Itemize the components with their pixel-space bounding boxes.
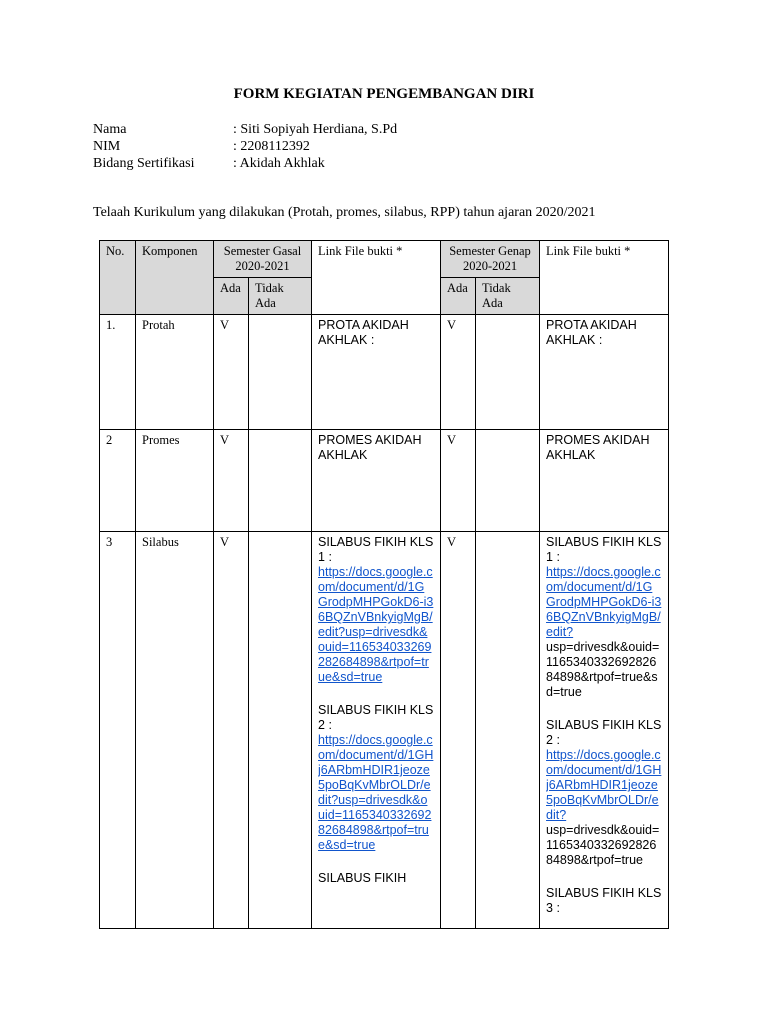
info-row-nama	[93, 121, 397, 138]
info-row-nim	[93, 138, 397, 155]
header-ada-2: Ada	[441, 278, 476, 315]
row-tidak-ada-gasal	[249, 430, 312, 532]
row-no: 3	[100, 532, 136, 929]
header-tidak-ada-2: Tidak Ada	[476, 278, 540, 315]
table-row	[100, 430, 669, 532]
row-komponen: Protah	[136, 315, 214, 430]
info-label: Bidang Sertifikasi	[93, 156, 195, 171]
identity-block	[93, 121, 397, 172]
header-semester-genap: Semester Genap 2020-2021	[441, 241, 540, 278]
row-link-genap: PROMES AKIDAH AKHLAK	[540, 430, 669, 532]
row-no: 2	[100, 430, 136, 532]
row-ada-genap: V	[441, 315, 476, 430]
info-value: : Siti Sopiyah Herdiana, S.Pd	[233, 122, 398, 137]
telaah-statement: Telaah Kurikulum yang dilakukan (Protah, promes, silabus, RPP) tahun ajaran 2020/2021	[93, 205, 596, 220]
row-ada-genap: V	[441, 532, 476, 929]
info-row-bidang	[93, 155, 397, 172]
header-link-file-1: Link File bukti *	[312, 241, 441, 315]
row-ada-genap: V	[441, 430, 476, 532]
row-ada-gasal: V	[214, 532, 249, 929]
row-tidak-ada-genap	[476, 315, 540, 430]
row-link-gasal: PROMES AKIDAH AKHLAK	[312, 430, 441, 532]
row-komponen: Promes	[136, 430, 214, 532]
header-no: No.	[100, 241, 136, 315]
row-tidak-ada-genap	[476, 430, 540, 532]
header-link-file-2: Link File bukti *	[540, 241, 669, 315]
row-ada-gasal: V	[214, 315, 249, 430]
row-tidak-ada-gasal	[249, 315, 312, 430]
silabus-kls2-label: SILABUS FIKIH KLS 2 :	[546, 718, 662, 747]
silabus-kls2-link[interactable]: https://docs.google.com/document/d/1GHj6ARbmHDIR1jeoze5poBqKvMbrOLDr/edit?usp=drivesdk&ouid=116534033269282684898&rtpof=true&sd=true	[318, 733, 434, 852]
silabus-kls2-label: SILABUS FIKIH KLS 2 :	[318, 703, 434, 732]
silabus-kls2-link[interactable]: https://docs.google.com/document/d/1GHj6ARbmHDIR1jeoze5poBqKvMbrOLDr/edit?	[546, 748, 662, 822]
info-value: : 2208112392	[233, 139, 310, 154]
info-label: Nama	[93, 122, 127, 137]
header-ada-1: Ada	[214, 278, 249, 315]
table-row	[100, 532, 669, 929]
row-no: 1.	[100, 315, 136, 430]
silabus-kls3-label: SILABUS FIKIH KLS 3 :	[546, 886, 662, 915]
curriculum-table	[99, 240, 669, 929]
silabus-kls2-params: usp=drivesdk&ouid=116534033269282684898&rtpof=true	[546, 823, 660, 867]
row-link-genap: PROTA AKIDAH AKHLAK :	[540, 315, 669, 430]
silabus-kls1-label: SILABUS FIKIH KLS 1 :	[546, 535, 662, 564]
silabus-kls1-link[interactable]: https://docs.google.com/document/d/1GGrodpMHPGokD6-i36BQZnVBnkyigMgB/edit?	[546, 565, 662, 639]
silabus-kls1-params: usp=drivesdk&ouid=116534033269282684898&rtpof=true&sd=true	[546, 640, 660, 699]
row-ada-gasal: V	[214, 430, 249, 532]
row-link-gasal	[312, 532, 441, 929]
row-tidak-ada-gasal	[249, 532, 312, 929]
row-link-gasal: PROTA AKIDAH AKHLAK :	[312, 315, 441, 430]
row-link-genap	[540, 532, 669, 929]
header-tidak-ada-1: Tidak Ada	[249, 278, 312, 315]
info-label: NIM	[93, 139, 121, 154]
header-semester-gasal: Semester Gasal 2020-2021	[214, 241, 312, 278]
row-tidak-ada-genap	[476, 532, 540, 929]
form-title: FORM KEGIATAN PENGEMBANGAN DIRI	[233, 86, 535, 102]
silabus-kls3-label: SILABUS FIKIH	[318, 871, 407, 885]
row-komponen: Silabus	[136, 532, 214, 929]
info-value: : Akidah Akhlak	[233, 156, 325, 171]
table-row	[100, 315, 669, 430]
silabus-kls1-link[interactable]: https://docs.google.com/document/d/1GGrodpMHPGokD6-i36BQZnVBnkyigMgB/edit?usp=drivesdk&ouid=116534033269282684898&rtpof=true&sd=true	[318, 565, 434, 684]
header-komponen: Komponen	[136, 241, 214, 315]
silabus-kls1-label: SILABUS FIKIH KLS 1 :	[318, 535, 434, 564]
